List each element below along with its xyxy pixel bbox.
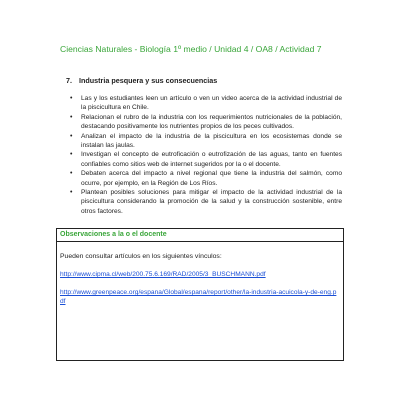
greenpeace-link[interactable]: http://www.greenpeace.org/espana/Global/espana/report/other/la-industria-acuicola-y-de-eng.pdf bbox=[60, 289, 337, 305]
activity-heading bbox=[66, 76, 217, 85]
list-item-text: Analizan el impacto de la industria de la piscicultura en los ecosistemas donde se instalan las jaulas. bbox=[81, 132, 342, 150]
list-item-text: Las y los estudiantes leen un artículo o ven un video acerca de la actividad industrial de la piscicultura en Chile. bbox=[81, 95, 342, 112]
observations-body bbox=[57, 242, 343, 306]
list-item-text: Investigan el concepto de eutroficación o eutrofización de las aguas, tanto en fuentes confiables como sitios web de internet sugeridos por la o el docente. bbox=[81, 151, 342, 168]
list-item bbox=[70, 113, 342, 132]
observations-title: Observaciones a la o el docente bbox=[57, 229, 343, 242]
activity-number: 7. bbox=[66, 76, 72, 85]
list-item bbox=[70, 150, 342, 169]
list-item bbox=[70, 94, 342, 113]
list-item-text: Plantean posibles soluciones para mitigar el impacto de la actividad industrial de la piscicultura considerando la promoción de la salud y la construcción sostenible, entre otros factores. bbox=[81, 189, 342, 215]
bullet-icon: • bbox=[70, 113, 73, 121]
cipma-link[interactable]: http://www.cipma.cl/web/200.75.6.169/RAD/2005/3_BUSCHMANN.pdf bbox=[60, 271, 266, 278]
list-item bbox=[70, 188, 342, 216]
activity-steps-list bbox=[70, 94, 342, 216]
page-breadcrumb: Ciencias Naturales - Biología 1º medio / Unidad 4 / OA8 / Actividad 7 bbox=[60, 44, 322, 54]
list-item-text: Debaten acerca del impacto a nivel regional que tiene la industria del salmón, como ocurre, por ejemplo, en la Región de Los Ríos. bbox=[81, 170, 342, 187]
bullet-icon: • bbox=[70, 189, 73, 197]
activity-title: Industria pesquera y sus consecuencias bbox=[79, 76, 218, 85]
list-item-text: Relacionan el rubro de la industria con los requerimientos nutricionales de la población, destacando positivamente los nutrientes propios de los peces cultivados. bbox=[81, 113, 342, 131]
bullet-icon: • bbox=[70, 132, 73, 140]
list-item bbox=[70, 132, 342, 151]
list-item bbox=[70, 169, 342, 188]
bullet-icon: • bbox=[70, 95, 73, 102]
observations-intro: Pueden consultar artículos en los siguientes vínculos: bbox=[60, 253, 222, 260]
bullet-icon: • bbox=[70, 151, 73, 159]
bullet-icon: • bbox=[70, 170, 73, 178]
teacher-observations-box bbox=[56, 228, 344, 361]
